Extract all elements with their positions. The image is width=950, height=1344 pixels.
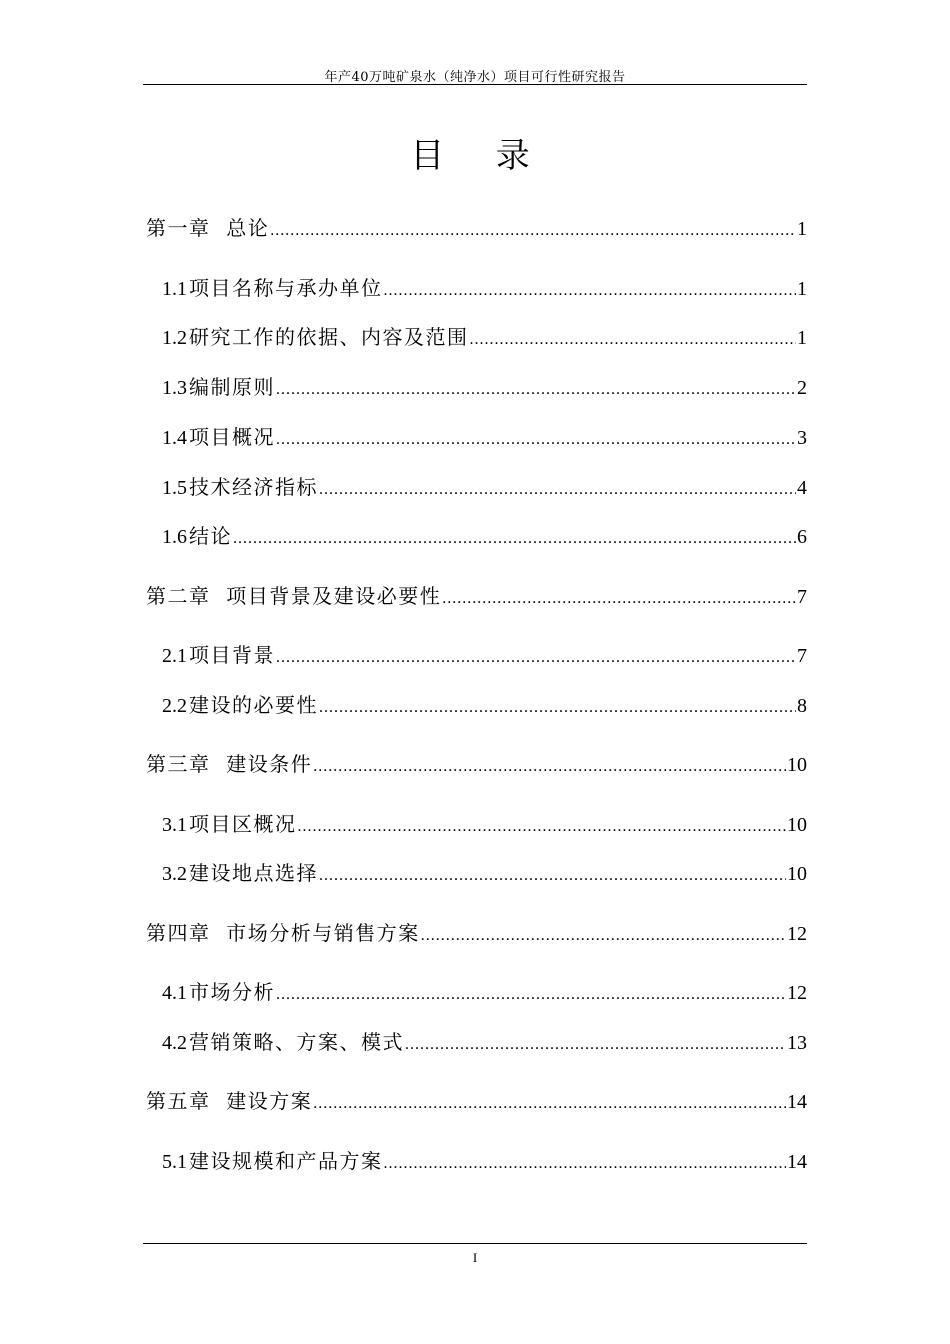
toc-dot-leader xyxy=(298,813,787,841)
toc-chapter-entry[interactable] xyxy=(146,582,807,610)
toc-dot-leader xyxy=(384,277,797,305)
toc-chapter-entry[interactable] xyxy=(146,1087,807,1115)
toc-entry-text: 研究工作的依据、内容及范围 xyxy=(189,325,469,349)
toc-entry-number: 5.1 xyxy=(162,1151,187,1173)
toc-entry-label xyxy=(146,1087,312,1115)
toc-dot-leader xyxy=(421,922,786,950)
toc-page-number: 7 xyxy=(797,645,807,667)
toc-entry-text: 建设的必要性 xyxy=(189,693,318,717)
toc-dot-leader xyxy=(313,1090,786,1118)
toc-entry-text: 技术经济指标 xyxy=(189,475,318,499)
toc-entry-label xyxy=(146,919,420,947)
footer-page-number: I xyxy=(472,1250,478,1265)
toc-page-number: 4 xyxy=(797,477,807,499)
toc-entry-number: 3.1 xyxy=(162,814,187,836)
toc-entry-number: 1.2 xyxy=(162,327,187,349)
footer-divider xyxy=(143,1243,807,1244)
toc-dot-leader xyxy=(405,1031,786,1059)
toc-chapter-entry[interactable] xyxy=(146,919,807,947)
toc-entry-label xyxy=(146,750,312,778)
toc-entry-number: 3.2 xyxy=(162,863,187,885)
toc-entry-text: 市场分析 xyxy=(189,980,275,1004)
toc-dot-leader xyxy=(319,694,796,722)
toc-entry-text: 第三章 建设条件 xyxy=(146,752,313,776)
toc-entry-text: 结论 xyxy=(189,524,232,548)
toc-entry-label xyxy=(162,423,275,452)
toc-section-entry[interactable] xyxy=(162,1028,807,1056)
toc-entry-text: 建设地点选择 xyxy=(189,861,318,885)
toc-dot-leader xyxy=(319,862,786,890)
toc-entry-text: 第一章 总论 xyxy=(146,216,270,240)
toc-entry-number: 1.4 xyxy=(162,427,187,449)
toc-entry-label xyxy=(162,473,318,502)
toc-entry-text: 项目名称与承办单位 xyxy=(189,276,383,300)
toc-page-number: 1 xyxy=(797,278,807,300)
toc-dot-leader xyxy=(470,326,797,354)
toc-section-entry[interactable] xyxy=(162,522,807,550)
toc-entry-text: 项目区概况 xyxy=(189,812,297,836)
toc-page-number: 12 xyxy=(787,982,807,1004)
toc-entry-text: 建设规模和产品方案 xyxy=(189,1149,383,1173)
toc-page-number: 10 xyxy=(787,814,807,836)
toc-chapter-entry[interactable] xyxy=(146,214,807,242)
toc-page-number: 10 xyxy=(787,754,807,776)
toc-entry-label xyxy=(162,323,469,352)
toc-dot-leader xyxy=(384,1150,787,1178)
toc-dot-leader xyxy=(313,753,786,781)
toc-entry-text: 第四章 市场分析与销售方案 xyxy=(146,921,420,945)
toc-page-number: 6 xyxy=(797,526,807,548)
toc-entry-label xyxy=(162,978,275,1007)
toc-entry-number: 2.1 xyxy=(162,645,187,667)
toc-section-entry[interactable] xyxy=(162,274,807,302)
toc-section-entry[interactable] xyxy=(162,810,807,838)
toc-section-entry[interactable] xyxy=(162,691,807,719)
toc-entry-text: 项目背景 xyxy=(189,643,275,667)
toc-entry-number: 2.2 xyxy=(162,695,187,717)
toc-page-number: 14 xyxy=(787,1151,807,1173)
toc-dot-leader xyxy=(233,525,796,553)
toc-title: 目 录 xyxy=(410,136,540,176)
toc-entry-number: 1.3 xyxy=(162,377,187,399)
toc-page-number: 13 xyxy=(787,1032,807,1054)
toc-page-number: 7 xyxy=(797,586,807,608)
toc-section-entry[interactable] xyxy=(162,859,807,887)
toc-section-entry[interactable] xyxy=(162,373,807,401)
toc-entry-number: 1.5 xyxy=(162,477,187,499)
toc-entry-text: 第二章 项目背景及建设必要性 xyxy=(146,584,442,608)
toc-dot-leader xyxy=(276,376,796,404)
toc-entry-text: 编制原则 xyxy=(189,375,275,399)
toc-page-number: 12 xyxy=(787,923,807,945)
toc-dot-leader xyxy=(276,644,796,672)
toc-dot-leader xyxy=(319,476,796,504)
toc-page-number: 1 xyxy=(797,327,807,349)
toc-page-number: 3 xyxy=(797,427,807,449)
toc-section-entry[interactable] xyxy=(162,323,807,351)
toc-entry-text: 项目概况 xyxy=(189,425,275,449)
toc-entry-number: 1.1 xyxy=(162,278,187,300)
toc-entry-label xyxy=(162,691,318,720)
toc-dot-leader xyxy=(442,585,796,613)
toc-section-entry[interactable] xyxy=(162,641,807,669)
toc-page-number: 2 xyxy=(797,377,807,399)
toc-entry-label xyxy=(162,1028,404,1057)
toc-entry-label xyxy=(162,522,232,551)
toc-page-number: 1 xyxy=(797,218,807,240)
running-header: 年产40万吨矿泉水（纯净水）项目可行性研究报告 xyxy=(324,70,626,85)
toc-entry-label xyxy=(162,274,383,303)
toc-section-entry[interactable] xyxy=(162,473,807,501)
toc-dot-leader xyxy=(276,426,796,454)
toc-entry-number: 4.1 xyxy=(162,982,187,1004)
toc-section-entry[interactable] xyxy=(162,978,807,1006)
toc-page-number: 8 xyxy=(797,695,807,717)
toc-entry-text: 第五章 建设方案 xyxy=(146,1089,313,1113)
toc-entry-label xyxy=(162,859,318,888)
toc-dot-leader xyxy=(270,217,796,245)
toc-dot-leader xyxy=(276,981,786,1009)
toc-entry-text: 营销策略、方案、模式 xyxy=(189,1030,404,1054)
toc-chapter-entry[interactable] xyxy=(146,750,807,778)
toc-section-entry[interactable] xyxy=(162,1147,807,1175)
toc-entry-number: 1.6 xyxy=(162,526,187,548)
toc-entry-label xyxy=(162,641,275,670)
toc-entry-label xyxy=(162,1147,383,1176)
toc-entry-number: 4.2 xyxy=(162,1032,187,1054)
toc-entry-label xyxy=(146,582,441,610)
toc-section-entry[interactable] xyxy=(162,423,807,451)
toc-page-number: 14 xyxy=(787,1091,807,1113)
toc-page-number: 10 xyxy=(787,863,807,885)
toc-entry-label xyxy=(162,373,275,402)
toc-entry-label xyxy=(146,214,269,242)
toc-entry-label xyxy=(162,810,297,839)
